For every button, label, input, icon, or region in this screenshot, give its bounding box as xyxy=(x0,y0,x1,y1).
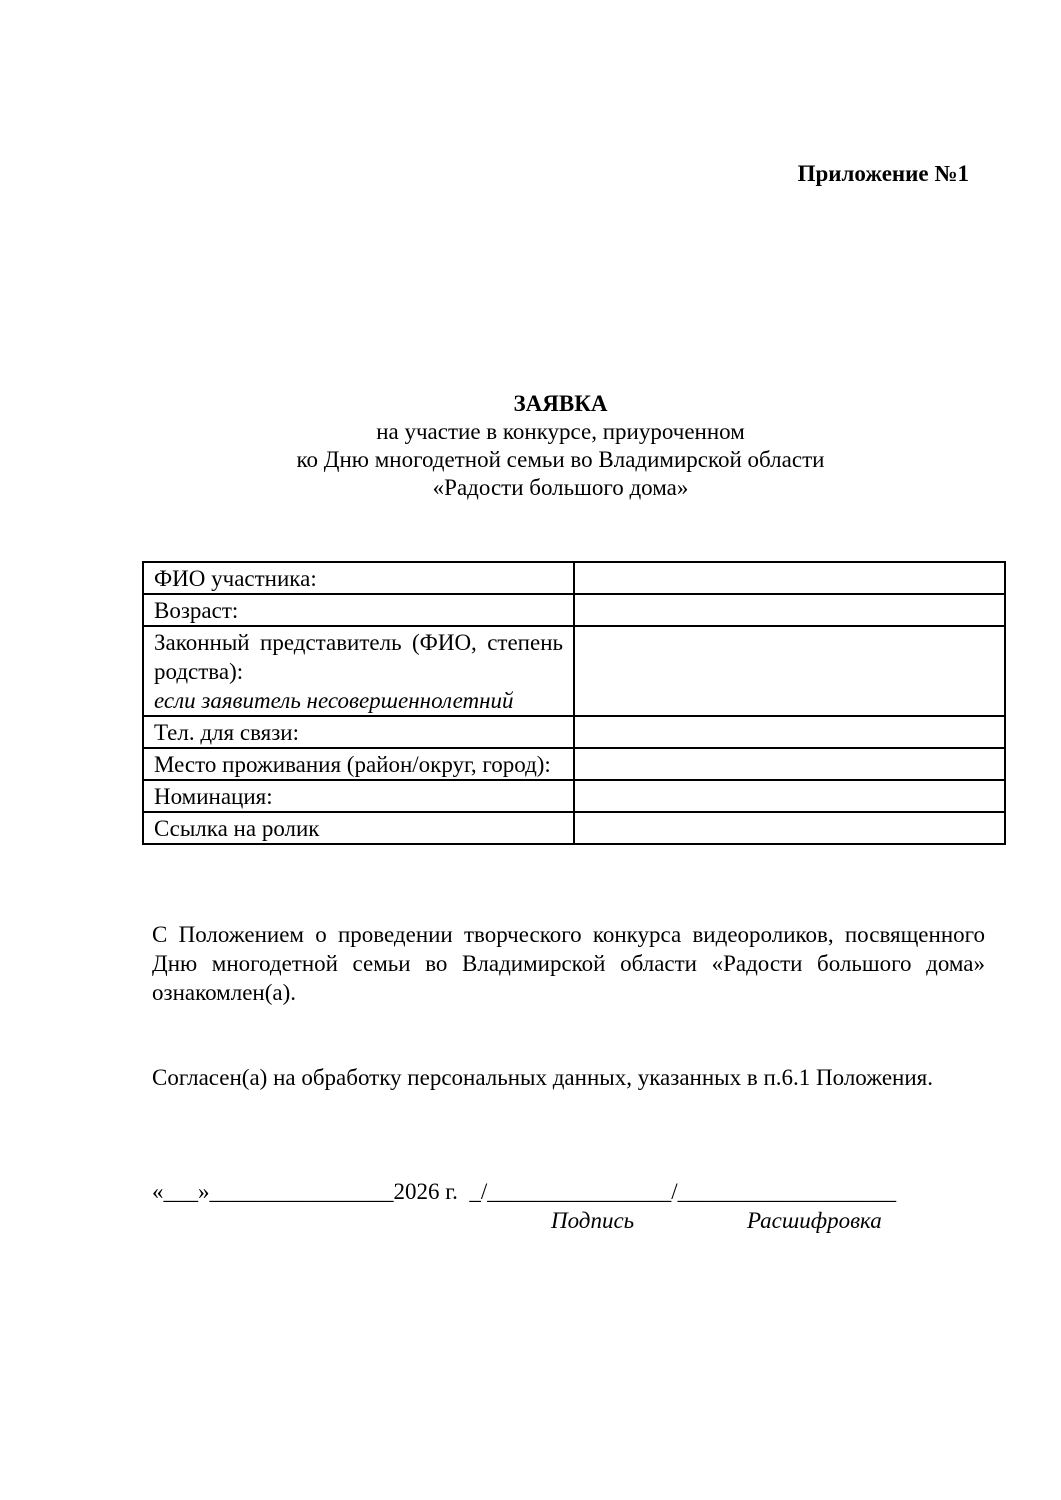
appendix-label: Приложение №1 xyxy=(797,161,969,186)
row-label-nomination: Номинация: xyxy=(143,780,574,812)
row-label-phone: Тел. для связи: xyxy=(143,716,574,748)
document-title: ЗАЯВКА xyxy=(513,391,608,416)
signature-caption: Подпись xyxy=(551,1208,635,1233)
video-link-field[interactable] xyxy=(574,812,1005,844)
legal-representative-field[interactable] xyxy=(574,626,1005,716)
table-row xyxy=(143,716,1005,748)
table-row xyxy=(143,626,1005,716)
acknowledgement-paragraph: С Положением о проведении творческого конкурса видеороликов, посвященного Дню многодетной семьи во Владимирской области «Радости большого дома» ознакомлен(а). xyxy=(152,922,985,1005)
row-label-legal-representative xyxy=(143,626,574,716)
row-label-video-link: Ссылка на ролик xyxy=(143,812,574,844)
nomination-field[interactable] xyxy=(574,780,1005,812)
participant-name-field[interactable] xyxy=(574,562,1005,594)
consent-paragraph: Согласен(а) на обработку персональных данных, указанных в п.6.1 Положения. xyxy=(152,1065,933,1090)
heading-line-1: на участие в конкурсе, приуроченном xyxy=(376,419,745,444)
table-row xyxy=(143,594,1005,626)
legal-representative-note: если заявитель несовершеннолетний xyxy=(154,688,514,713)
row-label-participant-name: ФИО участника: xyxy=(143,562,574,594)
table-row xyxy=(143,562,1005,594)
residence-field[interactable] xyxy=(574,748,1005,780)
heading-line-3: «Радости большого дома» xyxy=(432,475,689,500)
table-row xyxy=(143,780,1005,812)
row-label-age: Возраст: xyxy=(143,594,574,626)
legal-representative-label: Законный представитель (ФИО, степень родства): xyxy=(154,630,563,684)
heading-line-2: ко Дню многодетной семьи во Владимирской области xyxy=(296,447,825,472)
application-form-table xyxy=(142,561,1006,845)
age-field[interactable] xyxy=(574,594,1005,626)
document-heading xyxy=(0,390,1061,502)
table-row xyxy=(143,812,1005,844)
signature-line: «___»________________2026 г. _/________________/___________________ xyxy=(152,1179,897,1204)
phone-field[interactable] xyxy=(574,716,1005,748)
signature-decode-caption: Расшифровка xyxy=(747,1208,882,1233)
row-label-residence: Место проживания (район/округ, город): xyxy=(143,748,574,780)
table-row xyxy=(143,748,1005,780)
